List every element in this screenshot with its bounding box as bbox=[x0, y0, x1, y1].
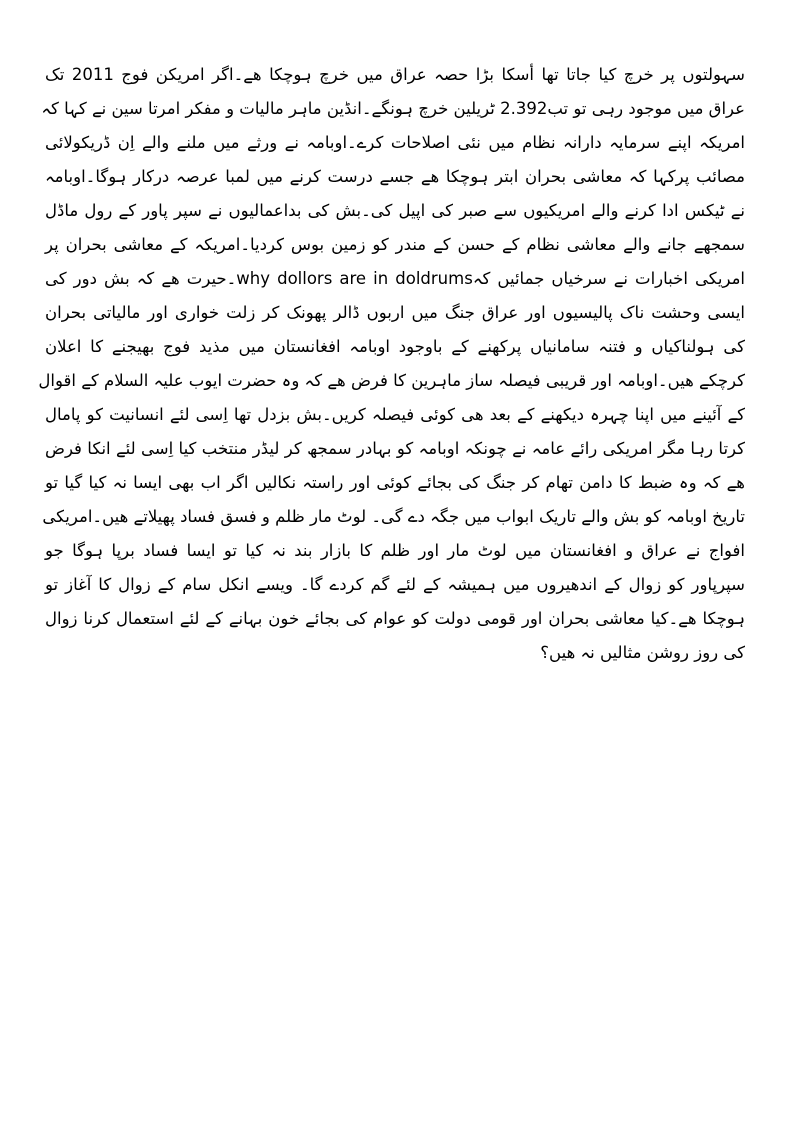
paragraph-line: سمجھے جانے والے معاشی نظام کے حسن کے مندر کو زمین بوس کردیا۔امریکہ کے معاشی بحران پر bbox=[45, 235, 745, 254]
paragraph-line: کے آئینے میں اپنا چہرہ دیکھنے کے بعد ھی کوئی فیصلہ کریں۔بش بزدل تھا اِسی لئے انسانیت کو پامال bbox=[45, 405, 745, 424]
paragraph-line: سہولتوں پر خرچ کیا جاتا تھا أسکا بڑا حصہ عراق میں خرچ ہوچکا ھے۔اگر امریکن فوج 2011 تک bbox=[45, 65, 746, 84]
paragraph-line: کی ہولناکیاں و فتنہ سامانیاں پرکھنے کے باوجود اوبامہ افغانستان میں مذید فوج بھیجنے کا اعلان bbox=[45, 337, 745, 356]
paragraph-line: مصائب پرکہا کہ معاشی بحران ابتر ہوچکا ھے جسے درست کرنے میں لمبا عرصہ درکار ہوگا۔اوبامہ bbox=[45, 167, 745, 186]
paragraph-line: افواج نے عراق و افغانستان میں لوٹ مار اور ظلم کا بازار بند نہ کیا تو ایسا فساد برپا ہوگا جو bbox=[45, 541, 745, 560]
paragraph-line: ایسی وحشت ناک پالیسیوں اور عراق جنگ میں اربوں ڈالر پھونک کر زلت خواری اور مالیاتی بحران bbox=[45, 303, 745, 322]
paragraph-line: امریکہ اپنے سرمایہ دارانہ نظام میں نئی اصلاحات کرے۔اوبامہ نے ورثے میں ملنے والے اِن ڈریکولائی bbox=[45, 133, 745, 152]
paragraph-line: امریکی اخبارات نے سرخیاں جمائیں کہwhy dollors are in doldrums۔حیرت ھے کہ بش دور کی bbox=[45, 269, 745, 288]
paragraph-line: ہوچکا ھے۔کیا معاشی بحران اور قومی دولت کو عوام کی بجائے خون بہانے کے لئے استعمال کرنا زوال bbox=[45, 609, 745, 628]
paragraph-line: تاریخ اوبامہ کو بش والے تاریک ابواب میں جگہ دے گی۔ لوٹ مار ظلم و فسق فساد پھیلاتے ھیں۔امریکی bbox=[42, 507, 745, 526]
paragraph-line: ھے کہ وہ ضبط کا دامن تھام کر جنگ کی بجائے کوئی اور راستہ نکالیں اگر اب بھی ایسا نہ کیا گیا تو bbox=[45, 473, 745, 492]
paragraph-line: سپرپاور کو زوال کے اندھیروں میں ہمیشہ کے لئے گم کردے گا۔ ویسے انکل سام کے زوال کا آغاز تو bbox=[45, 575, 745, 594]
paragraph-line: کرتا رہا مگر امریکی رائے عامہ نے چونکہ اوبامہ کو بہادر سمجھ کر لیڈر منتخب کیا اِسی لئے انکا فرض bbox=[45, 439, 745, 458]
paragraph-line: کرچکے ھیں۔اوبامہ اور قریبی فیصلہ ساز ماہرین کا فرض ھے کہ وہ حضرت ایوب علیہ السلام کے اقوال bbox=[38, 371, 745, 390]
article-paragraph bbox=[38, 58, 746, 670]
paragraph-line: نے ٹیکس ادا کرنے والے امریکیوں سے صبر کی اپیل کی۔بش کی بداعمالیوں نے سپر پاور کے رول ماڈل bbox=[45, 201, 745, 220]
paragraph-line: عراق میں موجود رہی تو تب2.392 ٹریلین خرچ ہونگے۔انڈین ماہر مالیات و مفکر امرتا سین نے کہا کہ bbox=[41, 99, 745, 118]
paragraph-last-line: کی روز روشن مثالیں نہ ھیں؟ bbox=[540, 643, 745, 662]
